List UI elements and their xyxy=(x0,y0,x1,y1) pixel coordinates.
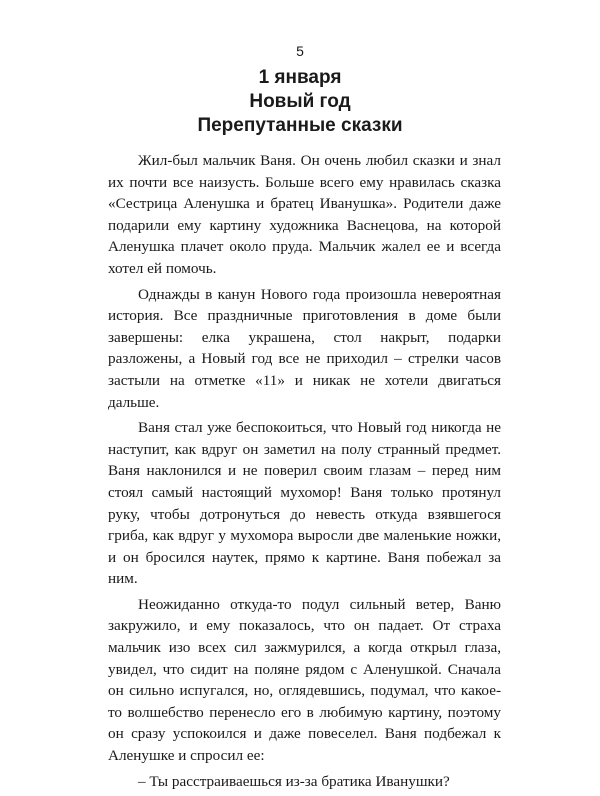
chapter-holiday: Новый год xyxy=(249,91,351,112)
paragraph: Неожиданно откуда-то подул сильный ветер, Ваню закружило, и ему показалось, что он падает. От страха мальчик изо всех сил зажмурился, а когда открыл глаза, увидел, что сидит на поляне рядом с Аленушкой. Сначала он сильно испугался, но, оглядевшись, подумал, что какое-то волшебство перенесло его в любимую картину, поэтому он сразу успокоился и даже повеселел. Ваня подбежал к Аленушке и спросил ее: xyxy=(108,595,501,765)
chapter-heading xyxy=(0,66,600,138)
chapter-date: 1 января xyxy=(258,67,342,88)
paragraph: Ваня стал уже беспокоиться, что Новый год никогда не наступит, как вдруг он заметил на полу странный предмет. Ваня наклонился и не поверил своим глазам – перед ним стоял самый настоящий мухомор! Ваня только протянул руку, чтобы дотронуться до невесть откуда взявшегося гриба, как вдруг у мухомора выросли две маленькие ножки, и он бросился наутек, прямо к картине. Ваня побежал за ним. xyxy=(108,419,501,588)
paragraph: – Ты расстраиваешься из-за братика Иванушки? xyxy=(138,772,450,790)
chapter-title: Перепутанные сказки xyxy=(197,115,403,136)
paragraph: Однажды в канун Нового года произошла невероятная история. Все праздничные приготовления в доме были завершены: елка украшена, стол накрыт, подарки разложены, а Новый год все не приходил – стрелки часов застыли на отметке «11» и никак не хотели двигаться дальше. xyxy=(108,285,501,411)
story-text xyxy=(108,150,501,796)
paragraph: Жил-был мальчик Ваня. Он очень любил сказки и знал их почти все наизусть. Больше всего ему нравилась сказка «Сестрица Аленушка и братец Иванушка». Родители даже подарили ему картину художника Васнецова, на которой Аленушка плачет около пруда. Мальчик жалел ее и всегда хотел ей помочь. xyxy=(108,152,501,277)
page-number: 5 xyxy=(296,43,304,59)
